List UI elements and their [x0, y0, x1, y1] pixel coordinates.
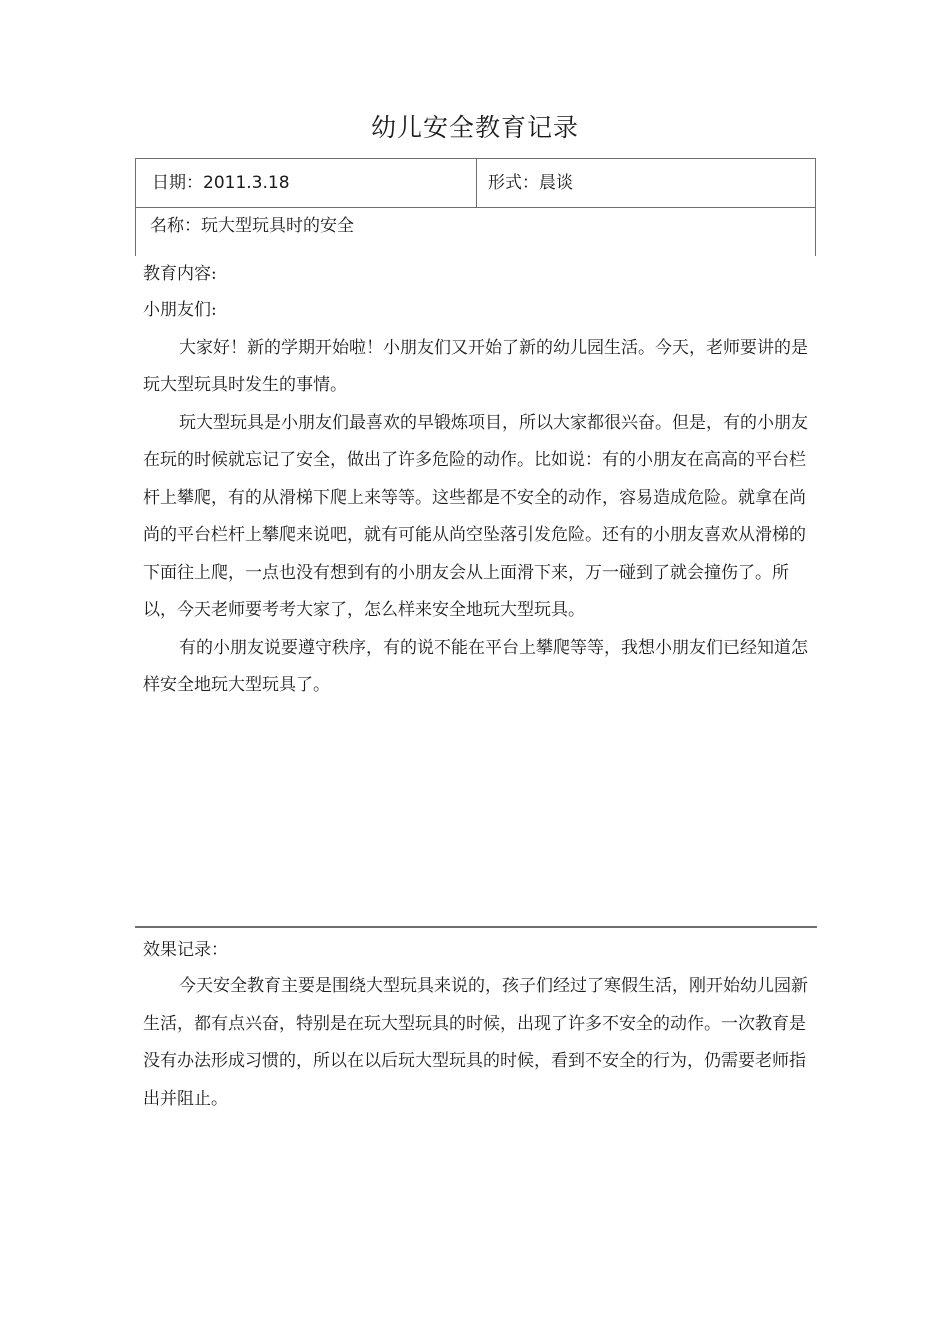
table-border-right	[815, 207, 816, 256]
effect-label-text: 效果记录：	[143, 940, 228, 960]
date-label: 日期：	[152, 173, 203, 193]
table-border-left	[135, 207, 136, 256]
name-value: 玩大型玩具时的安全	[201, 216, 354, 236]
page-title: 幼儿安全教育记录	[370, 113, 579, 142]
info-table	[135, 158, 816, 256]
info-row-date-form	[135, 158, 816, 208]
education-paragraph: 玩大型玩具是小朋友们最喜欢的早锻炼项目，所以大家都很兴奋。但是，有的小朋友在玩的时候就忘记了安全，做出了许多危险的动作。比如说：有的小朋友在高高的平台栏杆上攀爬，有的从滑梯下爬上来等等。这些都是不安全的动作，容易造成危险。就拿在尚尚的平台栏杆上攀爬来说吧，就有可能从尚空坠落引发危险。还有的小朋友喜欢从滑梯的下面往上爬，一点也没有想到有的小朋友会从上面滑下来，万一碰到了就会撞伤了。所以，今天老师要考考大家了，怎么样来安全地玩大型玩具。	[143, 412, 808, 620]
education-label	[143, 256, 818, 294]
greeting: 小朋友们:	[143, 300, 217, 320]
effect-label	[143, 932, 818, 970]
education-label-text: 教育内容:	[143, 264, 217, 284]
education-paragraph: 大家好！新的学期开始啦！小朋友们又开始了新的幼儿园生活。今天，老师要讲的是玩大型玩具时发生的事情。	[143, 337, 808, 395]
effect-paragraph: 今天安全教育主要是围绕大型玩具来说的，孩子们经过了寒假生活，刚开始幼儿园新生活，都有点兴奋，特别是在玩大型玩具的时候，出现了许多不安全的动作。一次教育是没有办法形成习惯的，所以在以后玩大型玩具的时候，看到不安全的行为，仍需要老师指出并阻止。	[143, 976, 808, 1109]
education-paragraph: 有的小朋友说要遵守秩序，有的说不能在平台上攀爬等等，我想小朋友们已经知道怎样安全地玩大型玩具了。	[143, 637, 808, 695]
form-label: 形式：	[488, 173, 539, 193]
table-divider	[476, 159, 477, 207]
effect-content	[143, 968, 818, 1118]
name-cell	[150, 214, 354, 238]
section-divider	[135, 926, 817, 928]
date-value: 2011.3.18	[203, 173, 290, 193]
education-content	[143, 292, 818, 705]
date-cell	[152, 171, 290, 195]
form-cell	[488, 171, 573, 195]
form-value: 晨谈	[539, 173, 573, 193]
name-label: 名称：	[150, 216, 201, 236]
